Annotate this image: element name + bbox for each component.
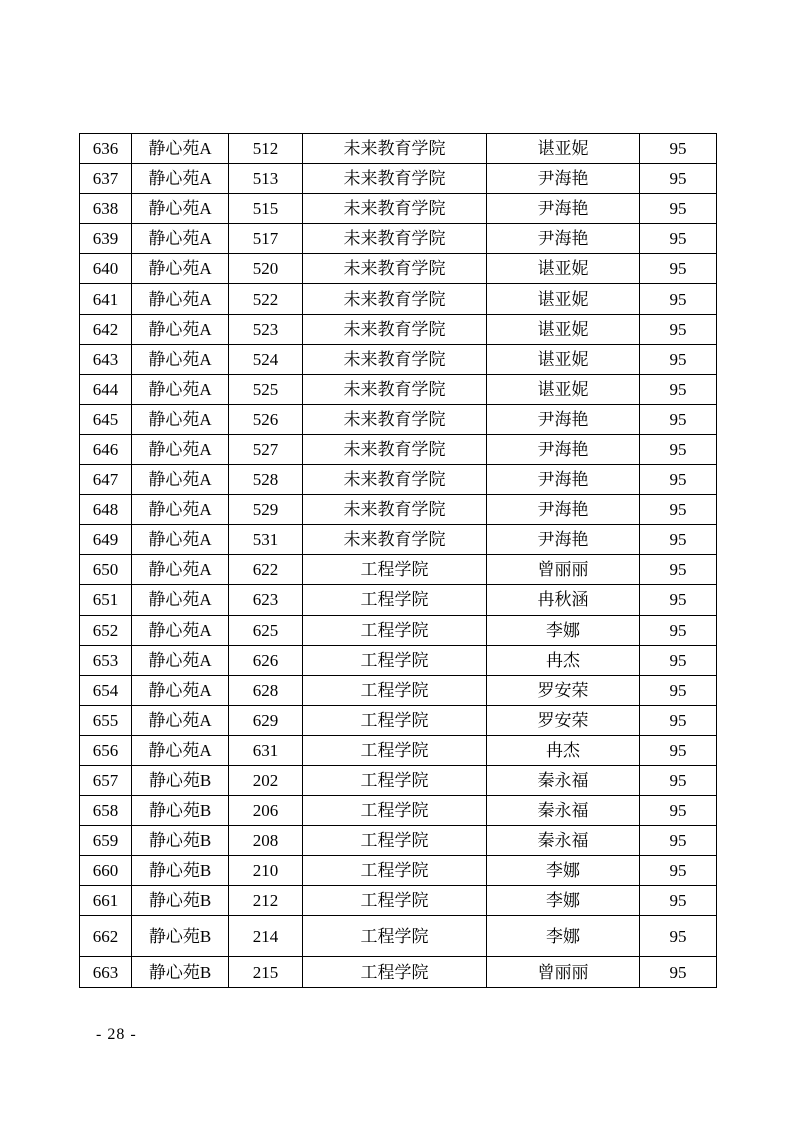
row-index-cell: 650 (80, 555, 132, 585)
table-row (80, 525, 717, 555)
room-cell: 631 (229, 735, 303, 765)
score-cell: 95 (640, 465, 717, 495)
college-cell: 未来教育学院 (303, 434, 487, 464)
row-index-cell: 646 (80, 434, 132, 464)
college-cell: 未来教育学院 (303, 134, 487, 164)
building-cell: 静心苑B (132, 765, 229, 795)
score-cell: 95 (640, 495, 717, 525)
building-cell: 静心苑A (132, 374, 229, 404)
score-cell: 95 (640, 796, 717, 826)
row-index-cell: 649 (80, 525, 132, 555)
counselor-cell: 曾丽丽 (487, 957, 640, 988)
row-index-cell: 663 (80, 957, 132, 988)
building-cell: 静心苑B (132, 886, 229, 916)
building-cell: 静心苑A (132, 555, 229, 585)
score-cell: 95 (640, 615, 717, 645)
table-row (80, 585, 717, 615)
room-cell: 528 (229, 465, 303, 495)
score-cell: 95 (640, 765, 717, 795)
room-cell: 523 (229, 314, 303, 344)
row-index-cell: 662 (80, 916, 132, 957)
counselor-cell: 李娜 (487, 856, 640, 886)
building-cell: 静心苑A (132, 585, 229, 615)
row-index-cell: 659 (80, 826, 132, 856)
building-cell: 静心苑B (132, 856, 229, 886)
building-cell: 静心苑B (132, 826, 229, 856)
room-cell: 622 (229, 555, 303, 585)
counselor-cell: 尹海艳 (487, 495, 640, 525)
college-cell: 未来教育学院 (303, 525, 487, 555)
score-cell: 95 (640, 194, 717, 224)
counselor-cell: 冉秋涵 (487, 585, 640, 615)
table-row (80, 735, 717, 765)
score-cell: 95 (640, 645, 717, 675)
college-cell: 未来教育学院 (303, 164, 487, 194)
table-row (80, 284, 717, 314)
row-index-cell: 652 (80, 615, 132, 645)
room-cell: 214 (229, 916, 303, 957)
counselor-cell: 秦永福 (487, 796, 640, 826)
building-cell: 静心苑B (132, 916, 229, 957)
row-index-cell: 637 (80, 164, 132, 194)
table-row (80, 856, 717, 886)
row-index-cell: 655 (80, 705, 132, 735)
table-row (80, 886, 717, 916)
counselor-cell: 尹海艳 (487, 194, 640, 224)
college-cell: 工程学院 (303, 796, 487, 826)
row-index-cell: 639 (80, 224, 132, 254)
room-cell: 208 (229, 826, 303, 856)
table-row (80, 314, 717, 344)
counselor-cell: 尹海艳 (487, 525, 640, 555)
row-index-cell: 653 (80, 645, 132, 675)
college-cell: 工程学院 (303, 957, 487, 988)
table-row (80, 404, 717, 434)
room-cell: 531 (229, 525, 303, 555)
table-row (80, 916, 717, 957)
row-index-cell: 654 (80, 675, 132, 705)
row-index-cell: 638 (80, 194, 132, 224)
score-cell: 95 (640, 957, 717, 988)
college-cell: 未来教育学院 (303, 404, 487, 434)
counselor-cell: 尹海艳 (487, 224, 640, 254)
score-cell: 95 (640, 164, 717, 194)
college-cell: 未来教育学院 (303, 465, 487, 495)
building-cell: 静心苑A (132, 344, 229, 374)
counselor-cell: 李娜 (487, 916, 640, 957)
building-cell: 静心苑A (132, 645, 229, 675)
college-cell: 未来教育学院 (303, 374, 487, 404)
row-index-cell: 647 (80, 465, 132, 495)
room-cell: 515 (229, 194, 303, 224)
college-cell: 工程学院 (303, 765, 487, 795)
building-cell: 静心苑A (132, 434, 229, 464)
counselor-cell: 尹海艳 (487, 164, 640, 194)
score-cell: 95 (640, 826, 717, 856)
building-cell: 静心苑A (132, 164, 229, 194)
table-row (80, 555, 717, 585)
building-cell: 静心苑A (132, 194, 229, 224)
score-cell: 95 (640, 525, 717, 555)
room-cell: 526 (229, 404, 303, 434)
counselor-cell: 谌亚妮 (487, 344, 640, 374)
college-cell: 工程学院 (303, 585, 487, 615)
room-cell: 512 (229, 134, 303, 164)
score-cell: 95 (640, 886, 717, 916)
room-cell: 529 (229, 495, 303, 525)
building-cell: 静心苑B (132, 957, 229, 988)
score-cell: 95 (640, 705, 717, 735)
building-cell: 静心苑A (132, 284, 229, 314)
score-cell: 95 (640, 404, 717, 434)
score-cell: 95 (640, 675, 717, 705)
room-cell: 520 (229, 254, 303, 284)
table-row (80, 134, 717, 164)
counselor-cell: 冉杰 (487, 735, 640, 765)
counselor-cell: 尹海艳 (487, 434, 640, 464)
counselor-cell: 谌亚妮 (487, 284, 640, 314)
row-index-cell: 636 (80, 134, 132, 164)
score-cell: 95 (640, 916, 717, 957)
room-cell: 202 (229, 765, 303, 795)
college-cell: 工程学院 (303, 705, 487, 735)
score-cell: 95 (640, 374, 717, 404)
row-index-cell: 658 (80, 796, 132, 826)
college-cell: 工程学院 (303, 615, 487, 645)
room-cell: 212 (229, 886, 303, 916)
room-cell: 623 (229, 585, 303, 615)
row-index-cell: 643 (80, 344, 132, 374)
college-cell: 工程学院 (303, 826, 487, 856)
dormitory-score-table (79, 133, 717, 988)
score-cell: 95 (640, 224, 717, 254)
table-row (80, 765, 717, 795)
room-cell: 513 (229, 164, 303, 194)
counselor-cell: 冉杰 (487, 645, 640, 675)
table-row (80, 224, 717, 254)
counselor-cell: 秦永福 (487, 765, 640, 795)
room-cell: 525 (229, 374, 303, 404)
row-index-cell: 660 (80, 856, 132, 886)
row-index-cell: 641 (80, 284, 132, 314)
row-index-cell: 656 (80, 735, 132, 765)
building-cell: 静心苑A (132, 705, 229, 735)
building-cell: 静心苑A (132, 404, 229, 434)
college-cell: 未来教育学院 (303, 194, 487, 224)
room-cell: 215 (229, 957, 303, 988)
row-index-cell: 645 (80, 404, 132, 434)
page-number: - 28 - (96, 1026, 137, 1043)
college-cell: 工程学院 (303, 916, 487, 957)
college-cell: 未来教育学院 (303, 344, 487, 374)
score-cell: 95 (640, 344, 717, 374)
score-cell: 95 (640, 134, 717, 164)
counselor-cell: 谌亚妮 (487, 134, 640, 164)
room-cell: 527 (229, 434, 303, 464)
room-cell: 210 (229, 856, 303, 886)
row-index-cell: 657 (80, 765, 132, 795)
counselor-cell: 秦永福 (487, 826, 640, 856)
counselor-cell: 罗安荣 (487, 675, 640, 705)
college-cell: 未来教育学院 (303, 284, 487, 314)
college-cell: 工程学院 (303, 856, 487, 886)
row-index-cell: 661 (80, 886, 132, 916)
table-row (80, 164, 717, 194)
table-row (80, 705, 717, 735)
counselor-cell: 谌亚妮 (487, 374, 640, 404)
building-cell: 静心苑A (132, 735, 229, 765)
room-cell: 524 (229, 344, 303, 374)
score-cell: 95 (640, 856, 717, 886)
college-cell: 工程学院 (303, 675, 487, 705)
building-cell: 静心苑A (132, 615, 229, 645)
room-cell: 206 (229, 796, 303, 826)
counselor-cell: 李娜 (487, 886, 640, 916)
table-row (80, 796, 717, 826)
table-row (80, 254, 717, 284)
building-cell: 静心苑B (132, 796, 229, 826)
row-index-cell: 651 (80, 585, 132, 615)
building-cell: 静心苑A (132, 465, 229, 495)
table-row (80, 495, 717, 525)
room-cell: 517 (229, 224, 303, 254)
counselor-cell: 谌亚妮 (487, 314, 640, 344)
table-row (80, 615, 717, 645)
table-row (80, 344, 717, 374)
score-cell: 95 (640, 735, 717, 765)
score-cell: 95 (640, 254, 717, 284)
building-cell: 静心苑A (132, 525, 229, 555)
table-row (80, 434, 717, 464)
table-row (80, 645, 717, 675)
counselor-cell: 曾丽丽 (487, 555, 640, 585)
building-cell: 静心苑A (132, 224, 229, 254)
building-cell: 静心苑A (132, 134, 229, 164)
room-cell: 625 (229, 615, 303, 645)
score-cell: 95 (640, 434, 717, 464)
table-row (80, 194, 717, 224)
score-cell: 95 (640, 284, 717, 314)
table-body (80, 134, 717, 988)
room-cell: 628 (229, 675, 303, 705)
room-cell: 626 (229, 645, 303, 675)
counselor-cell: 谌亚妮 (487, 254, 640, 284)
college-cell: 工程学院 (303, 735, 487, 765)
building-cell: 静心苑A (132, 314, 229, 344)
score-cell: 95 (640, 585, 717, 615)
table-row (80, 675, 717, 705)
score-cell: 95 (640, 314, 717, 344)
college-cell: 工程学院 (303, 886, 487, 916)
row-index-cell: 642 (80, 314, 132, 344)
row-index-cell: 644 (80, 374, 132, 404)
college-cell: 工程学院 (303, 555, 487, 585)
counselor-cell: 罗安荣 (487, 705, 640, 735)
college-cell: 工程学院 (303, 645, 487, 675)
building-cell: 静心苑A (132, 254, 229, 284)
room-cell: 522 (229, 284, 303, 314)
college-cell: 未来教育学院 (303, 495, 487, 525)
room-cell: 629 (229, 705, 303, 735)
row-index-cell: 640 (80, 254, 132, 284)
row-index-cell: 648 (80, 495, 132, 525)
college-cell: 未来教育学院 (303, 224, 487, 254)
score-cell: 95 (640, 555, 717, 585)
college-cell: 未来教育学院 (303, 314, 487, 344)
counselor-cell: 李娜 (487, 615, 640, 645)
counselor-cell: 尹海艳 (487, 404, 640, 434)
building-cell: 静心苑A (132, 675, 229, 705)
counselor-cell: 尹海艳 (487, 465, 640, 495)
table-row (80, 374, 717, 404)
building-cell: 静心苑A (132, 495, 229, 525)
table-row (80, 465, 717, 495)
table-row (80, 826, 717, 856)
college-cell: 未来教育学院 (303, 254, 487, 284)
table-row (80, 957, 717, 988)
